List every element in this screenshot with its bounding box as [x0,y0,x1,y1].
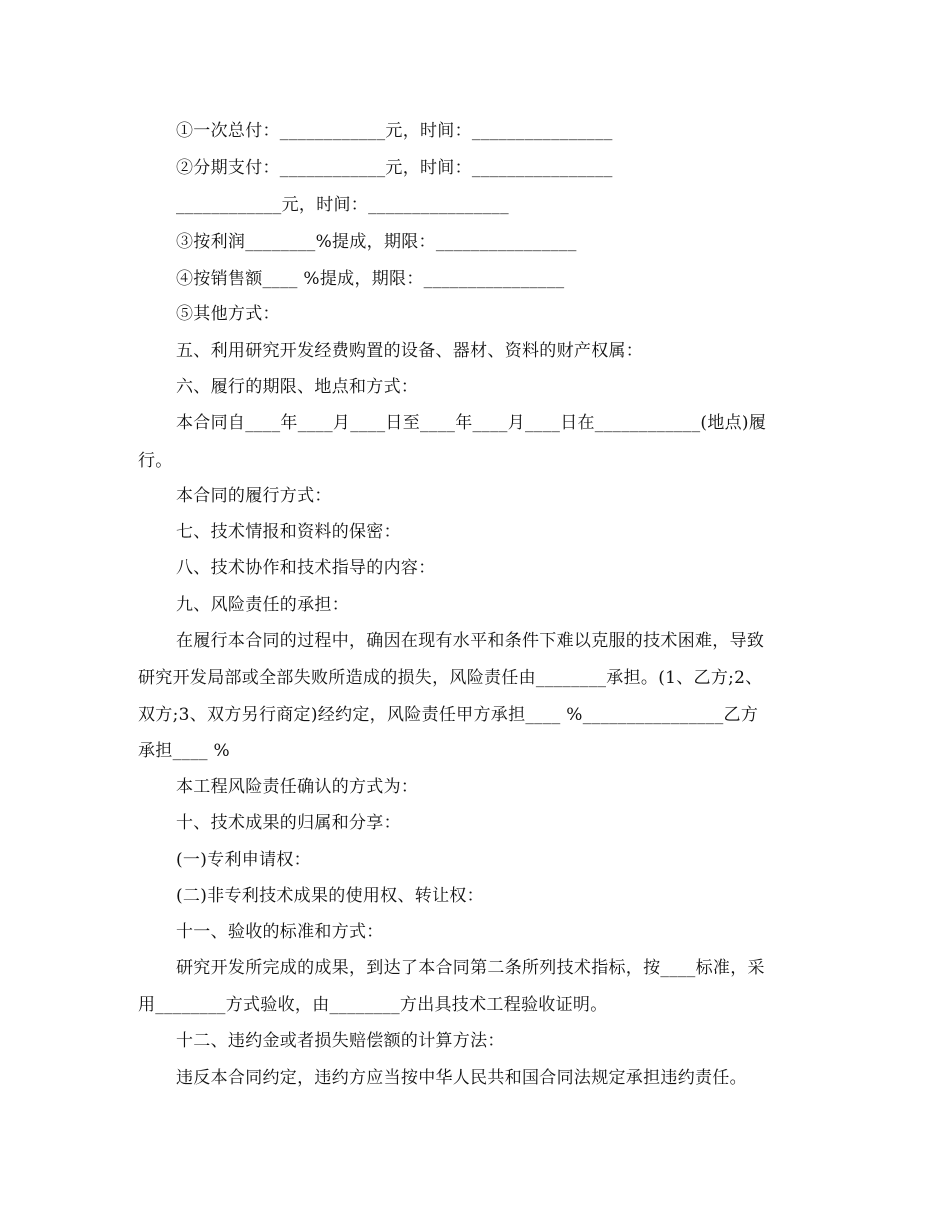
section-12-heading: 十二、违约金或者损失赔偿额的计算方法： [176,1031,505,1051]
section-5-heading: 五、利用研究开发经费购置的设备、器材、资料的财产权属： [176,341,644,361]
acceptance-line-2: 用________方式验收，由________方出具技术工程验收证明。 [138,995,608,1015]
performance-method: 本合同的履行方式： [176,486,332,506]
section-7-heading: 七、技术情报和资料的保密： [176,522,401,542]
risk-confirmation: 本工程风险责任确认的方式为： [176,777,419,797]
section-8-heading: 八、技术协作和技术指导的内容： [176,558,436,578]
risk-paragraph-line-2: 研究开发局部或全部失败所造成的损失，风险责任由________承担。(1、乙方;2、 [138,668,763,688]
section-11-heading: 十一、验收的标准和方式： [176,922,384,942]
acceptance-line-1: 研究开发所完成的成果，到达了本合同第二条所列技术指标，按____标准，采 [176,958,765,978]
non-patent-right: (二)非专利技术成果的使用权、转让权： [176,886,484,906]
section-6-heading: 六、履行的期限、地点和方式： [176,377,419,397]
performance-period-continued: 行。 [138,451,173,471]
payment-installment-continued: ____________元，时间：________________ [176,195,509,215]
payment-lump-sum: ①一次总付：____________元，时间：________________ [176,121,613,141]
risk-paragraph-line-4: 承担____ % [138,741,230,761]
section-10-heading: 十、技术成果的归属和分享： [176,813,401,833]
payment-profit-share: ③按利润________%提成，期限：________________ [176,232,577,252]
performance-period-line: 本合同自____年____月____日至____年____月____日在____________(地点)履 [176,413,767,433]
risk-paragraph-line-3: 双方;3、双方另行商定)经约定，风险责任甲方承担____ %________________乙方 [138,705,759,725]
breach-liability: 违反本合同约定，违约方应当按中华人民共和国合同法规定承担违约责任。 [176,1068,747,1088]
risk-paragraph-line-1: 在履行本合同的过程中，确因在现有水平和条件下难以克服的技术困难，导致 [176,631,765,651]
section-9-heading: 九、风险责任的承担： [176,595,349,615]
payment-other: ⑤其他方式： [176,304,280,324]
payment-sales-share: ④按销售额____ %提成，期限：________________ [176,269,565,289]
payment-installment: ②分期支付：____________元，时间：________________ [176,158,613,178]
patent-right: (一)专利申请权： [176,850,311,870]
